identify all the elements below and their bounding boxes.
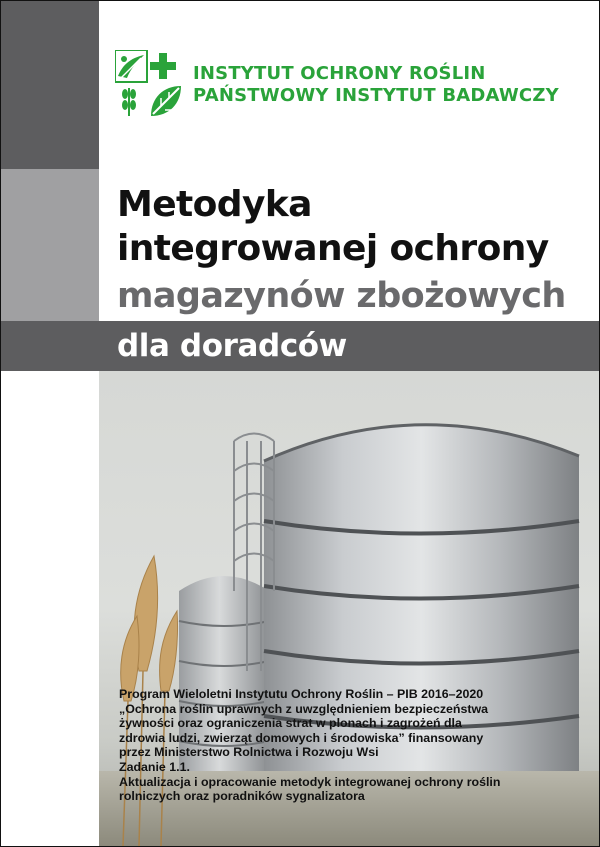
- program-line: „Ochrona roślin uprawnych z uwzględnieniem bezpieczeństwa: [119, 701, 489, 716]
- program-line: Program Wieloletni Instytutu Ochrony Roślin – PIB 2016–2020: [119, 687, 484, 701]
- title-line1: Metodyka: [117, 184, 312, 225]
- program-line: rolniczych oraz poradników sygnalizatora: [119, 789, 365, 804]
- plant-protection-logo-icon: [115, 50, 183, 118]
- title-line2: integrowanej ochrony: [117, 228, 549, 269]
- institute-name-line1: INSTYTUT OCHRONY ROŚLIN: [193, 63, 486, 84]
- program-line: żywności oraz ograniczenia strat w plonach i zagrożeń dla: [119, 716, 462, 731]
- title-line3: magazynów zbożowych: [117, 276, 566, 316]
- left-band-bottom: [1, 321, 99, 371]
- program-description: [119, 687, 589, 804]
- program-line: zdrowia ludzi, zwierząt domowych i środowiska” finansowany: [119, 730, 484, 745]
- institute-name-line2: PAŃSTWOWY INSTYTUT BADAWCZY: [193, 85, 559, 106]
- program-line: Zadanie 1.1.: [119, 759, 190, 774]
- left-band-middle: [1, 169, 99, 321]
- program-line: Aktualizacja i opracowanie metodyk integrowanej ochrony roślin: [119, 774, 501, 789]
- subtitle: dla doradców: [117, 328, 347, 364]
- left-band-top: [1, 1, 99, 169]
- program-line: przez Ministerstwo Rolnictwa i Rozwoju Wsi: [119, 745, 379, 760]
